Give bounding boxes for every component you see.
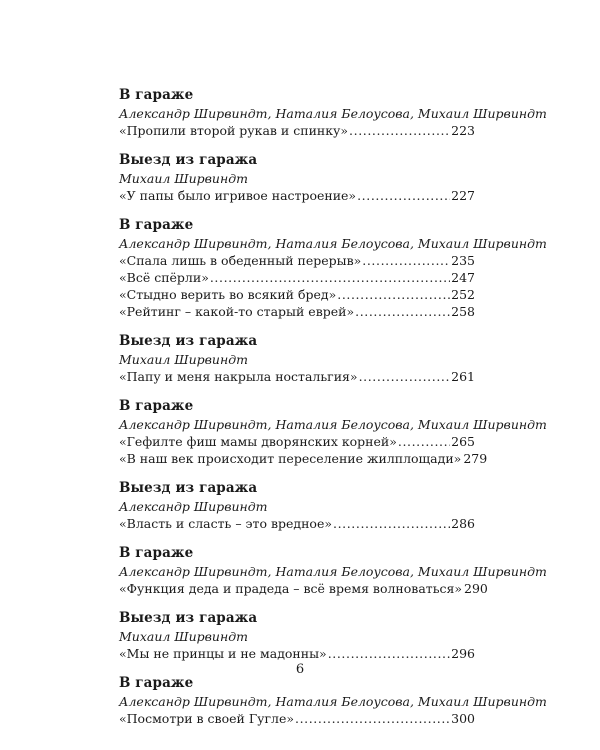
section-authors: Александр Ширвиндт, Наталия Белоусова, Михаил Ширвиндт <box>119 106 547 121</box>
dot-leader <box>398 433 450 450</box>
entry-page: 290 <box>464 581 488 596</box>
toc-entry <box>119 252 475 269</box>
entry-page: 261 <box>451 369 475 384</box>
toc-entry <box>119 515 475 532</box>
section-heading: Выезд из гаража <box>119 610 258 626</box>
entry-title: «Посмотри в своей Гугле» <box>119 711 294 726</box>
entry-page: 223 <box>451 123 475 138</box>
section-authors: Александр Ширвиндт, Наталия Белоусова, Михаил Ширвиндт <box>119 417 547 432</box>
dot-leader <box>328 645 450 662</box>
entry-title: «Мы не принцы и не мадонны» <box>119 646 327 661</box>
dot-leader <box>362 252 450 269</box>
dot-leader <box>337 286 450 303</box>
entry-page: 227 <box>451 188 475 203</box>
dot-leader <box>359 368 451 385</box>
entry-title: «Рейтинг – какой-то старый еврей» <box>119 304 355 319</box>
entry-title: «Функция деда и прадеда – всё время волноваться» <box>119 581 463 596</box>
section-heading: Выезд из гаража <box>119 480 258 496</box>
toc-entry <box>119 645 475 662</box>
section-authors: Александр Ширвиндт, Наталия Белоусова, Михаил Ширвиндт <box>119 694 547 709</box>
toc-section <box>119 674 547 727</box>
toc-section <box>119 609 475 662</box>
section-authors: Александр Ширвиндт <box>119 499 268 514</box>
dot-leader <box>210 269 450 286</box>
entry-title: «Стыдно верить во всякий бред» <box>119 287 337 302</box>
entry-page: 247 <box>451 270 475 285</box>
section-authors: Михаил Ширвиндт <box>119 352 248 367</box>
entry-title: «Пропили второй рукав и спинку» <box>119 123 349 138</box>
section-heading: В гараже <box>119 217 194 233</box>
toc-entry <box>119 286 475 303</box>
entry-page: 235 <box>451 253 475 268</box>
table-of-contents <box>119 86 547 739</box>
dot-leader <box>349 122 450 139</box>
entry-title: «Спала лишь в обеденный перерыв» <box>119 253 362 268</box>
toc-entry <box>119 580 488 597</box>
section-authors: Александр Ширвиндт, Наталия Белоусова, Михаил Ширвиндт <box>119 236 547 251</box>
entry-page: 258 <box>451 304 475 319</box>
section-heading: В гараже <box>119 675 194 691</box>
page-number: 6 <box>295 662 305 677</box>
section-heading: В гараже <box>119 87 194 103</box>
entry-page: 286 <box>451 516 475 531</box>
section-heading: Выезд из гаража <box>119 152 258 168</box>
entry-title: «У папы было игривое настроение» <box>119 188 357 203</box>
toc-entry <box>119 122 475 139</box>
toc-section <box>119 397 547 467</box>
section-heading: В гараже <box>119 545 194 561</box>
toc-entry <box>119 450 488 467</box>
toc-section <box>119 544 547 597</box>
section-authors: Александр Ширвиндт, Наталия Белоусова, Михаил Ширвиндт <box>119 564 547 579</box>
dot-leader <box>357 187 450 204</box>
entry-page: 252 <box>451 287 475 302</box>
toc-entry <box>119 187 475 204</box>
section-authors: Михаил Ширвиндт <box>119 171 248 186</box>
entry-page: 279 <box>463 451 488 466</box>
dot-leader <box>355 303 450 320</box>
entry-page: 300 <box>451 711 475 726</box>
entry-title: «Всё спёрли» <box>119 270 209 285</box>
dot-leader <box>295 710 450 727</box>
toc-section <box>119 479 475 532</box>
toc-entry <box>119 710 475 727</box>
toc-section <box>119 332 475 385</box>
entry-page: 265 <box>451 434 475 449</box>
section-authors: Михаил Ширвиндт <box>119 629 248 644</box>
section-heading: В гараже <box>119 398 194 414</box>
entry-title: «В наш век происходит переселение жилплощади» <box>119 451 462 466</box>
toc-entry <box>119 303 475 320</box>
toc-entry <box>119 433 475 450</box>
toc-entry <box>119 269 475 286</box>
section-heading: Выезд из гаража <box>119 333 258 349</box>
dot-leader <box>333 515 450 532</box>
entry-title: «Власть и сласть – это вредное» <box>119 516 332 531</box>
toc-section <box>119 151 475 204</box>
toc-section <box>119 216 547 320</box>
toc-entry <box>119 368 475 385</box>
entry-title: «Папу и меня накрыла ностальгия» <box>119 369 358 384</box>
entry-page: 296 <box>451 646 475 661</box>
entry-title: «Гефилте фиш мамы дворянских корней» <box>119 434 397 449</box>
toc-section <box>119 86 547 139</box>
